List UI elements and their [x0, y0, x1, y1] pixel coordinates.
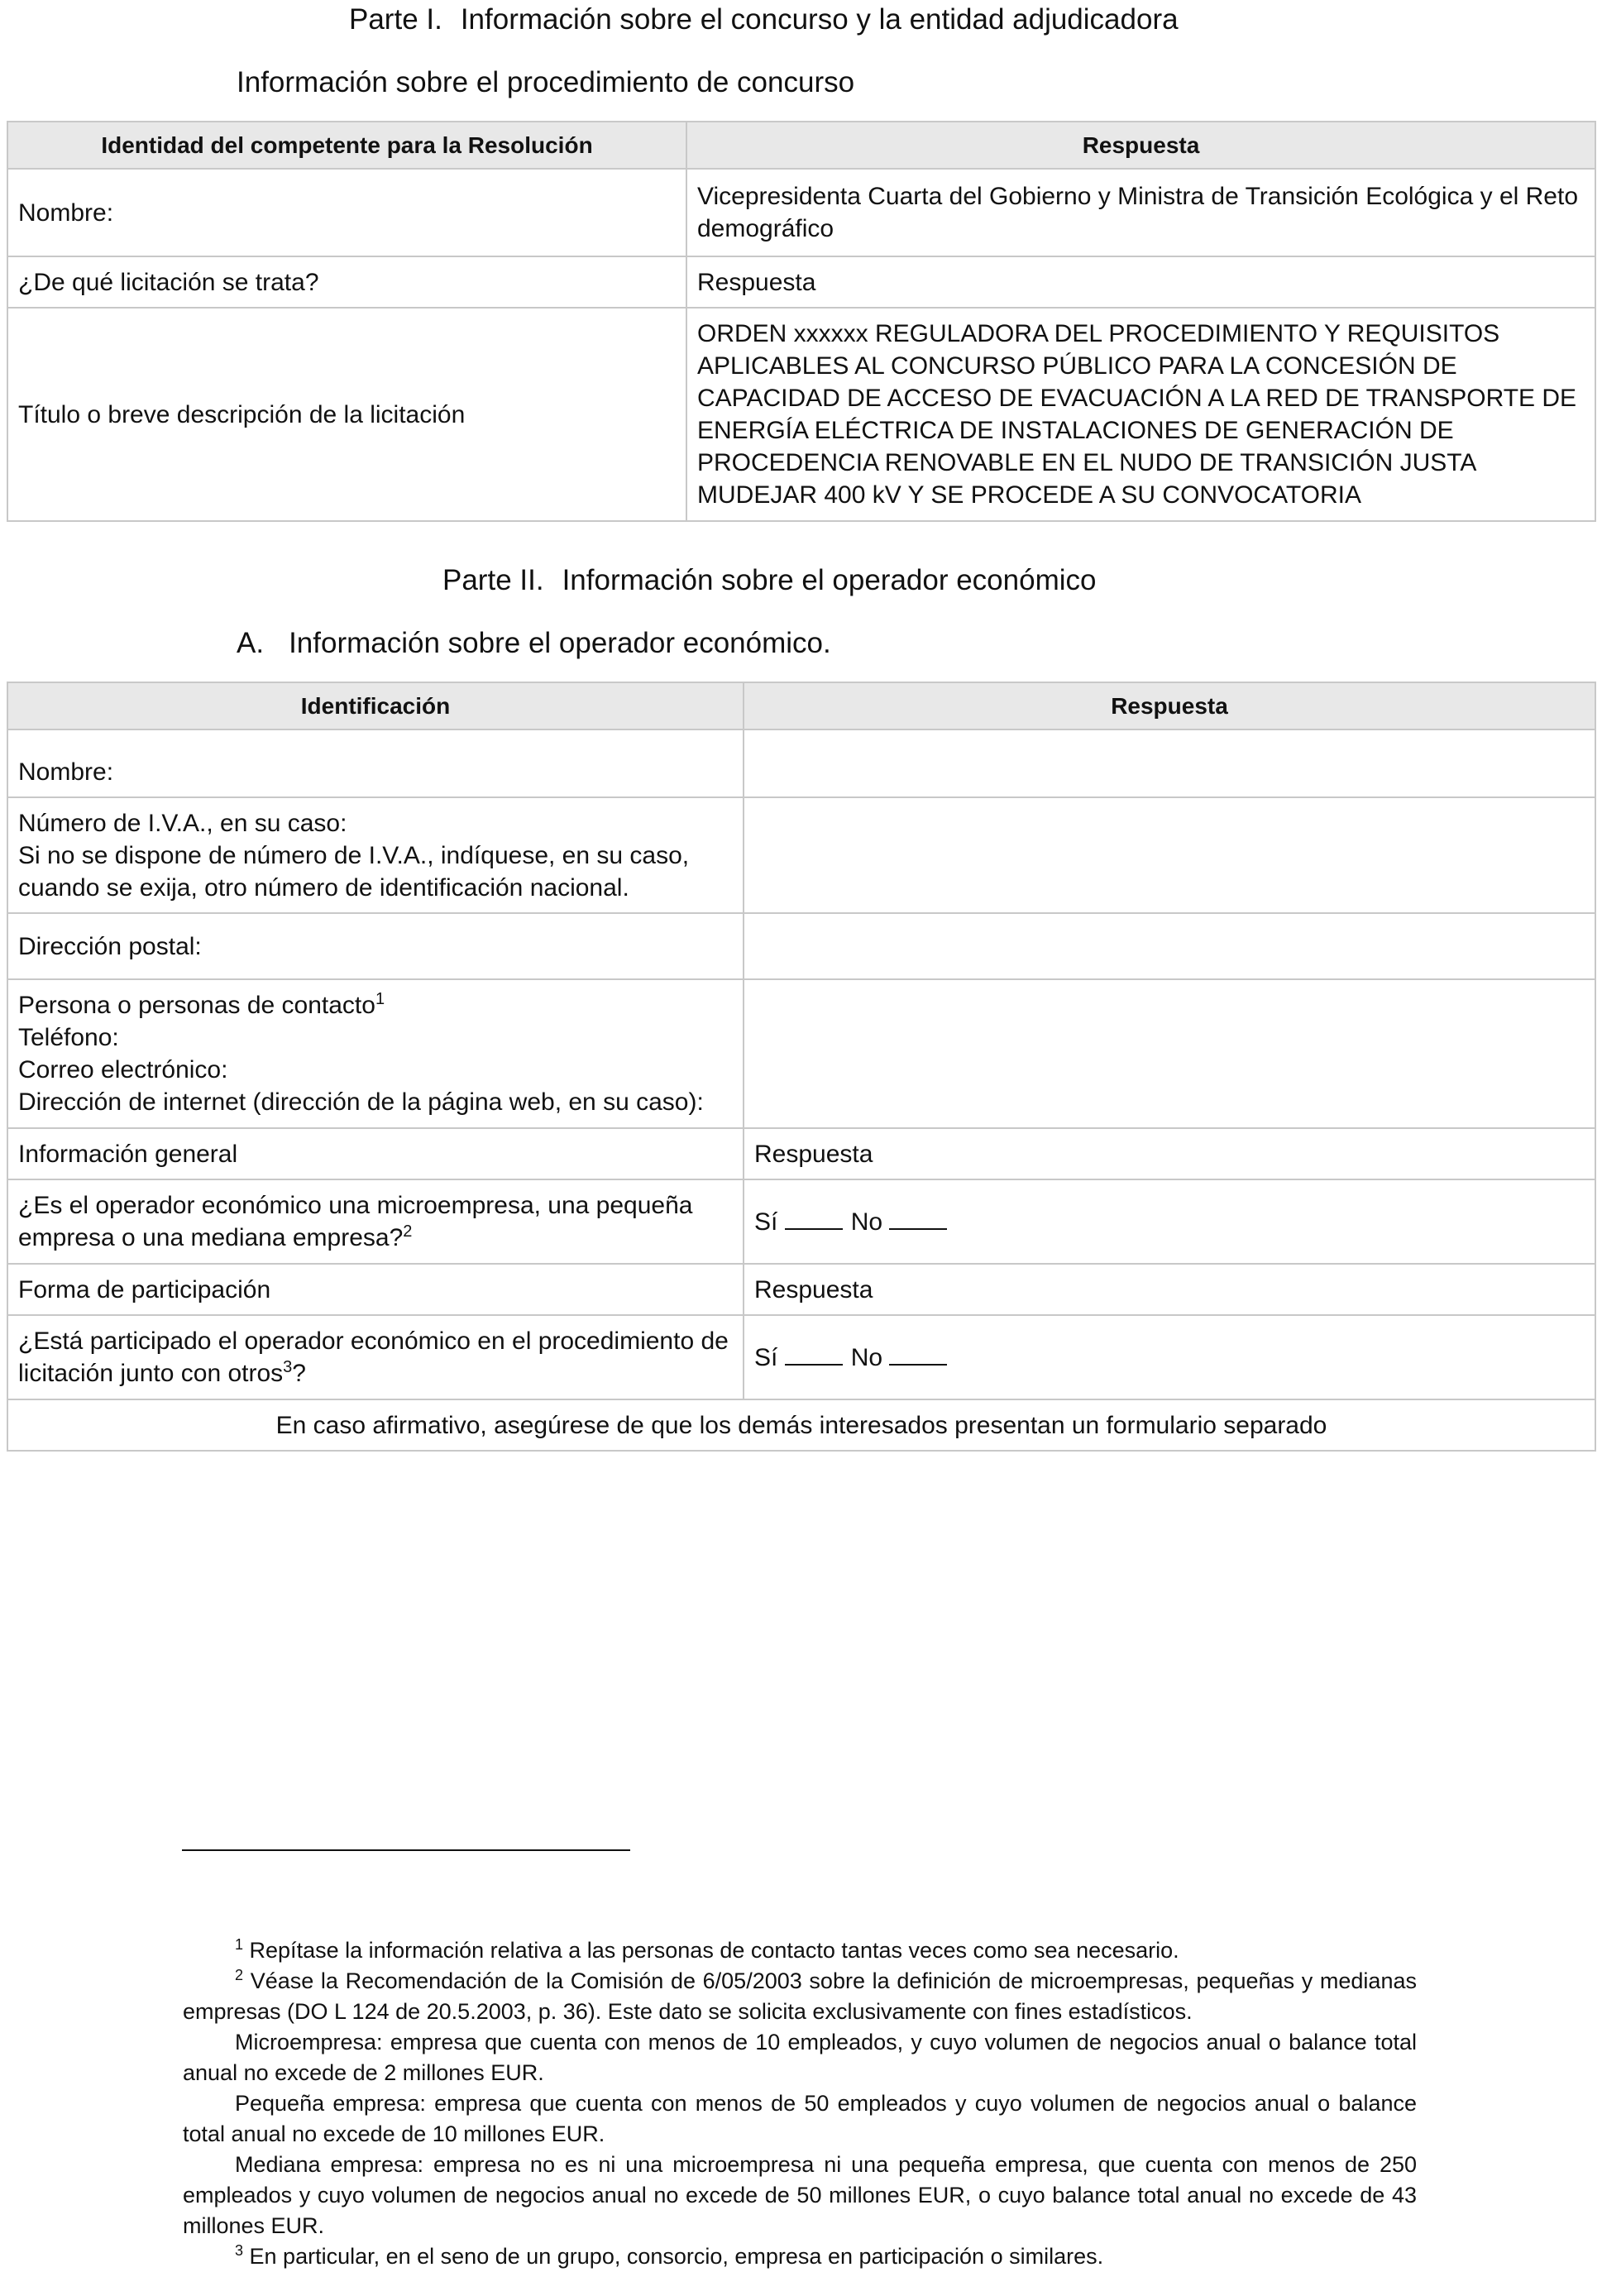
- procedure-table: [7, 121, 1596, 522]
- no-label: No: [850, 1208, 883, 1236]
- footnote-pequena: Pequeña empresa: empresa que cuenta con menos de 50 empleados y cuyo volumen de negocios anual o balance total anual no excede de 10 millones EUR.: [183, 2091, 1417, 2146]
- footnote-3: [183, 2241, 1417, 2272]
- table-row: [7, 1179, 1595, 1264]
- part1-heading: [349, 5, 1179, 34]
- header-identidad: Identidad del competente para la Resolución: [7, 122, 686, 169]
- row-label-conjunto: [7, 1315, 744, 1399]
- part1-title: Información sobre el concurso y la entidad adjudicadora: [460, 3, 1179, 36]
- footnote-1: [183, 1935, 1417, 1966]
- part2-title: Información sobre el operador económico: [562, 564, 1097, 596]
- header-identificacion: Identificación: [7, 682, 744, 729]
- footnote-2-number: 2: [235, 1967, 244, 1983]
- footnote-2: [183, 1966, 1417, 2027]
- footnote-1-text: Repítase la información relativa a las personas de contacto tantas veces como sea necesario.: [249, 1938, 1179, 1963]
- table-row: [7, 729, 1595, 797]
- row-label-pyme: [7, 1179, 744, 1264]
- row-label-contacto: [7, 979, 744, 1128]
- part2-heading: [442, 566, 1096, 595]
- table-header-row: [7, 122, 1595, 169]
- row-label-iva: [7, 797, 744, 913]
- no-blank[interactable]: [889, 1205, 947, 1230]
- answer-iva[interactable]: [744, 797, 1595, 913]
- row-value-forma: Respuesta: [744, 1264, 1595, 1315]
- footnote-ref-1: 1: [375, 990, 385, 1008]
- table-row: [7, 913, 1595, 979]
- footnote-1-number: 1: [235, 1936, 244, 1953]
- table-row: [7, 1264, 1595, 1315]
- footnote-separator: [182, 1849, 630, 1851]
- conjunto-question: ¿Está participado el operador económico en el procedimiento de licitación junto con otros: [18, 1327, 729, 1387]
- si-blank[interactable]: [785, 1205, 843, 1230]
- row-label-titulo: Título o breve descripción de la licitación: [7, 308, 686, 521]
- footnote-2-text: Véase la Recomendación de la Comisión de 6/05/2003 sobre la definición de microempresas, pequeñas y medianas empresas (DO L 124 de 20.5.2003, p. 36). Este dato se solicita exclusivamente con fines estadísticos.: [183, 1968, 1417, 2024]
- pyme-question: ¿Es el operador económico una microempresa, una pequeña empresa o una mediana empresa?: [18, 1192, 693, 1251]
- row-label-licitacion: ¿De qué licitación se trata?: [7, 256, 686, 308]
- table-row: [7, 1315, 1595, 1399]
- footnote-3-number: 3: [235, 2242, 244, 2259]
- header-respuesta: Respuesta: [744, 682, 1595, 729]
- answer-nombre[interactable]: [744, 729, 1595, 797]
- section-a-letter: A.: [237, 627, 265, 659]
- no-blank[interactable]: [889, 1341, 947, 1366]
- operator-table: [7, 682, 1596, 1452]
- footnote-micro: Microempresa: empresa que cuenta con menos de 10 empleados, y cuyo volumen de negocios anual o balance total anual no excede de 2 millones EUR.: [183, 2030, 1417, 2085]
- row-value-info-general: Respuesta: [744, 1128, 1595, 1179]
- row-label-direccion: Dirección postal:: [7, 913, 744, 979]
- si-label: Sí: [754, 1344, 778, 1371]
- header-respuesta: Respuesta: [686, 122, 1595, 169]
- correo-label: Correo electrónico:: [18, 1056, 228, 1083]
- footnote-ref-3: 3: [283, 1358, 293, 1376]
- table-row: [7, 979, 1595, 1128]
- answer-pyme: [744, 1179, 1595, 1264]
- row-label-forma: Forma de participación: [7, 1264, 744, 1315]
- footnote-mediana: Mediana empresa: empresa no es ni una microempresa ni una pequeña empresa, que cuenta con menos de 250 empleados y cuyo volumen de negocios anual no excede de 50 millones EUR, o cuyo balance total anual no excede de 43 millones EUR.: [183, 2152, 1417, 2238]
- section-a-heading: [237, 629, 831, 658]
- answer-conjunto: [744, 1315, 1595, 1399]
- part1-number: Parte I.: [349, 3, 442, 36]
- row-value-licitacion[interactable]: Respuesta: [686, 256, 1595, 308]
- iva-line-1: Número de I.V.A., en su caso:: [18, 809, 347, 837]
- row-label-nombre: Nombre:: [7, 729, 744, 797]
- table-row: [7, 256, 1595, 308]
- iva-line-2: Si no se dispone de número de I.V.A., indíquese, en su caso, cuando se exija, otro número de identificación nacional.: [18, 841, 690, 902]
- footnotes: [183, 1935, 1417, 2272]
- table-row: [7, 1128, 1595, 1179]
- table-row: [7, 797, 1595, 913]
- conjunto-question-end: ?: [292, 1360, 306, 1387]
- table-row: [7, 169, 1595, 256]
- part1-subtitle: Información sobre el procedimiento de concurso: [237, 66, 855, 98]
- footnote-3-text: En particular, en el seno de un grupo, consorcio, empresa en participación o similares.: [249, 2244, 1104, 2269]
- si-label: Sí: [754, 1208, 778, 1236]
- web-label: Dirección de internet (dirección de la página web, en su caso):: [18, 1088, 704, 1116]
- si-blank[interactable]: [785, 1341, 843, 1366]
- row-label-info-general: Información general: [7, 1128, 744, 1179]
- note-separate-form: En caso afirmativo, asegúrese de que los demás interesados presentan un formulario separado: [7, 1399, 1595, 1451]
- section-a-title: Información sobre el operador económico.: [289, 627, 831, 659]
- contacto-label: Persona o personas de contacto: [18, 992, 375, 1019]
- table-header-row: [7, 682, 1595, 729]
- row-value-nombre[interactable]: Vicepresidenta Cuarta del Gobierno y Ministra de Transición Ecológica y el Reto demográfico: [686, 169, 1595, 256]
- row-label-nombre: Nombre:: [7, 169, 686, 256]
- telefono-label: Teléfono:: [18, 1024, 119, 1051]
- table-row: [7, 308, 1595, 521]
- no-label: No: [850, 1344, 883, 1371]
- answer-direccion[interactable]: [744, 913, 1595, 979]
- footnote-ref-2: 2: [403, 1222, 413, 1241]
- answer-contacto[interactable]: [744, 979, 1595, 1128]
- table-row: [7, 1399, 1595, 1451]
- row-value-titulo[interactable]: ORDEN xxxxxx REGULADORA DEL PROCEDIMIENTO Y REQUISITOS APLICABLES AL CONCURSO PÚBLICO PARA LA CONCESIÓN DE CAPACIDAD DE ACCESO DE EVACUACIÓN A LA RED DE TRANSPORTE DE ENERGÍA ELÉCTRICA DE INSTALACIONES DE GENERACIÓN DE PROCEDENCIA RENOVABLE EN EL NUDO DE TRANSICIÓN JUSTA MUDEJAR 400 kV Y SE PROCEDE A SU CONVOCATORIA: [686, 308, 1595, 521]
- part2-number: Parte II.: [442, 564, 544, 596]
